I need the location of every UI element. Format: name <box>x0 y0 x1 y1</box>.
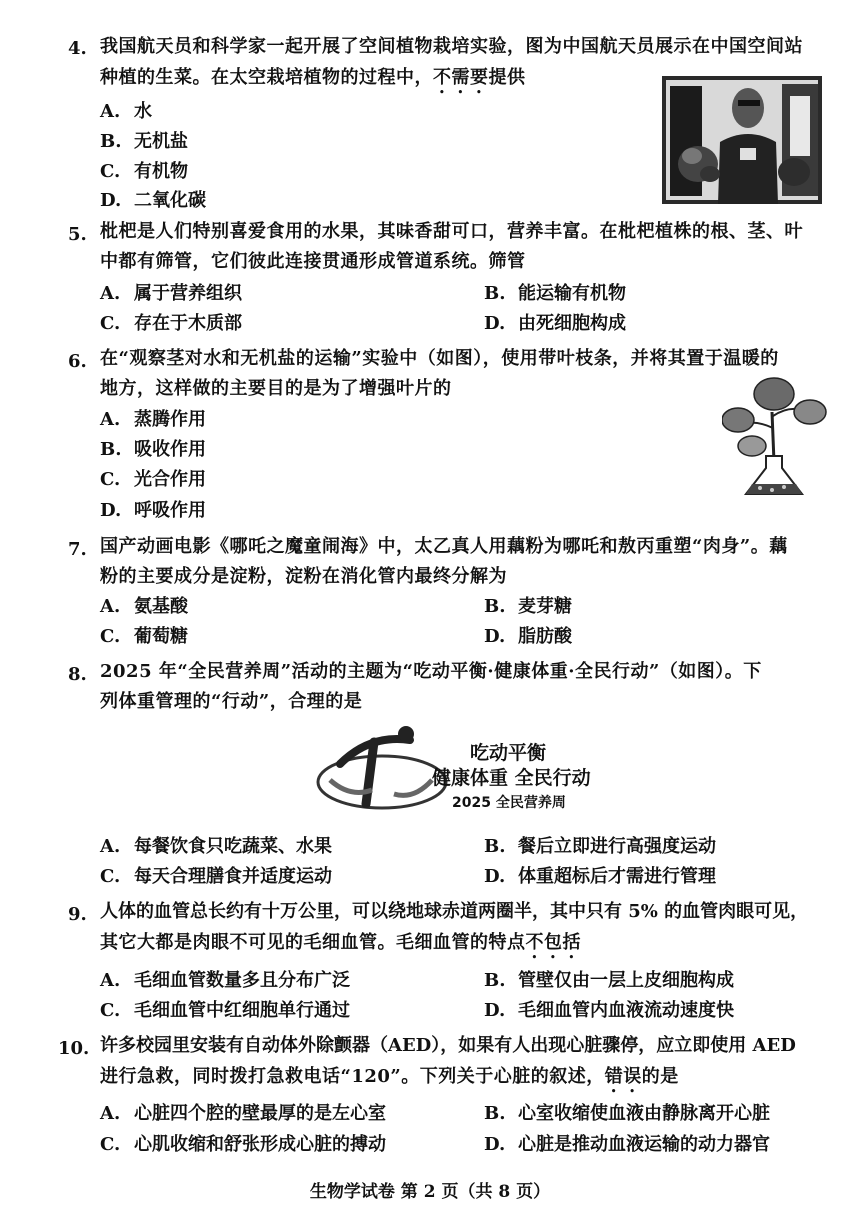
nutrition-week-logo <box>310 724 450 816</box>
option-d[interactable]: D. 脂肪酸 <box>484 626 572 647</box>
option-d[interactable]: D. 心脏是推动血液运输的动力器官 <box>484 1134 770 1155</box>
question-stem-line2: 列体重管理的“行动”，合理的是 <box>100 691 363 712</box>
question-stem-line1: 在“观察茎对水和无机盐的运输”实验中（如图），使用带叶枝条，并将其置于温暖的 <box>100 348 779 369</box>
option-d[interactable]: D. 毛细血管内血液流动速度快 <box>484 1000 734 1021</box>
logo-slogan-line2: 健康体重 全民行动 <box>432 767 591 789</box>
option-a[interactable]: A. 蒸腾作用 <box>100 409 206 430</box>
logo-slogan-line1: 吃动平衡 <box>470 742 547 764</box>
emphasis-text: 不包括 <box>525 932 581 953</box>
option-c[interactable]: C. 心肌收缩和舒张形成心脏的搏动 <box>100 1134 386 1155</box>
question-stem-line1: 2025 年“全民营养周”活动的主题为“吃动平衡·健康体重·全民行动”（如图）。下 <box>100 661 762 682</box>
question-stem-line2: 种植的生菜。在太空栽培植物的过程中，不需要提供 <box>100 67 526 88</box>
question-stem-line2: 进行急救，同时拨打急救电话“120”。下列关于心脏的叙述，错误的是 <box>100 1066 679 1087</box>
question-stem-line1: 我国航天员和科学家一起开展了空间植物栽培实验，图为中国航天员展示在中国空间站 <box>100 36 803 57</box>
option-c[interactable]: C. 每天合理膳食并适度运动 <box>100 866 332 887</box>
question-stem-line2: 中都有筛管，它们彼此连接贯通形成管道系统。筛管 <box>100 251 526 272</box>
question-number: 6. <box>68 351 87 372</box>
option-a[interactable]: A. 属于营养组织 <box>100 283 242 304</box>
page-footer: 生物学试卷 第 2 页（共 8 页） <box>309 1182 551 1202</box>
flask-branch-figure <box>722 376 828 500</box>
question-stem-line1: 许多校园里安装有自动体外除颤器（AED），如果有人出现心脏骤停，应立即使用 AED <box>100 1035 796 1056</box>
option-b[interactable]: B. 能运输有机物 <box>484 283 626 304</box>
option-a[interactable]: A. 心脏四个腔的壁最厚的是左心室 <box>100 1103 386 1124</box>
logo-caption: 2025 全民营养周 <box>452 795 566 811</box>
emphasis-text: 错误 <box>604 1066 642 1087</box>
question-stem-line2: 地方，这样做的主要目的是为了增强叶片的 <box>100 378 452 399</box>
option-a[interactable]: A. 毛细血管数量多且分布广泛 <box>100 970 350 991</box>
question-number: 5. <box>68 224 87 245</box>
option-b[interactable]: B. 管壁仅由一层上皮细胞构成 <box>484 970 734 991</box>
option-a[interactable]: A. 水 <box>100 101 152 122</box>
question-stem-line2: 粉的主要成分是淀粉，淀粉在消化管内最终分解为 <box>100 566 507 587</box>
option-a[interactable]: A. 氨基酸 <box>100 596 188 617</box>
option-c[interactable]: C. 存在于木质部 <box>100 313 242 334</box>
option-d[interactable]: D. 呼吸作用 <box>100 500 206 521</box>
question-number: 9. <box>68 904 87 925</box>
option-c[interactable]: C. 光合作用 <box>100 469 206 490</box>
option-b[interactable]: B. 无机盐 <box>100 131 188 152</box>
question-stem-line2: 其它大都是肉眼不可见的毛细血管。毛细血管的特点不包括 <box>100 932 581 953</box>
option-c[interactable]: C. 毛细血管中红细胞单行通过 <box>100 1000 350 1021</box>
question-stem-line1: 枇杷是人们特别喜爱食用的水果，其味香甜可口，营养丰富。在枇杷植株的根、茎、叶 <box>100 221 803 242</box>
option-b[interactable]: B. 麦芽糖 <box>484 596 572 617</box>
emphasis-text: 不需要 <box>433 67 489 88</box>
question-number: 4. <box>68 38 87 59</box>
option-d[interactable]: D. 由死细胞构成 <box>484 313 626 334</box>
question-number: 8. <box>68 664 87 685</box>
option-d[interactable]: D. 二氧化碳 <box>100 190 206 211</box>
question-stem-line1: 国产动画电影《哪吒之魔童闹海》中，太乙真人用藕粉为哪吒和敖丙重塑“肉身”。藕 <box>100 536 788 557</box>
option-c[interactable]: C. 葡萄糖 <box>100 626 188 647</box>
option-b[interactable]: B. 餐后立即进行高强度运动 <box>484 836 716 857</box>
option-b[interactable]: B. 吸收作用 <box>100 439 206 460</box>
question-number: 10. <box>58 1038 90 1059</box>
option-b[interactable]: B. 心室收缩使血液由静脉离开心脏 <box>484 1103 770 1124</box>
question-stem-line1: 人体的血管总长约有十万公里，可以绕地球赤道两圈半，其中只有 5% 的血管肉眼可见， <box>100 901 809 922</box>
question-number: 7. <box>68 539 87 560</box>
option-d[interactable]: D. 体重超标后才需进行管理 <box>484 866 716 887</box>
astronaut-photo <box>662 76 822 204</box>
option-a[interactable]: A. 每餐饮食只吃蔬菜、水果 <box>100 836 332 857</box>
option-c[interactable]: C. 有机物 <box>100 161 188 182</box>
